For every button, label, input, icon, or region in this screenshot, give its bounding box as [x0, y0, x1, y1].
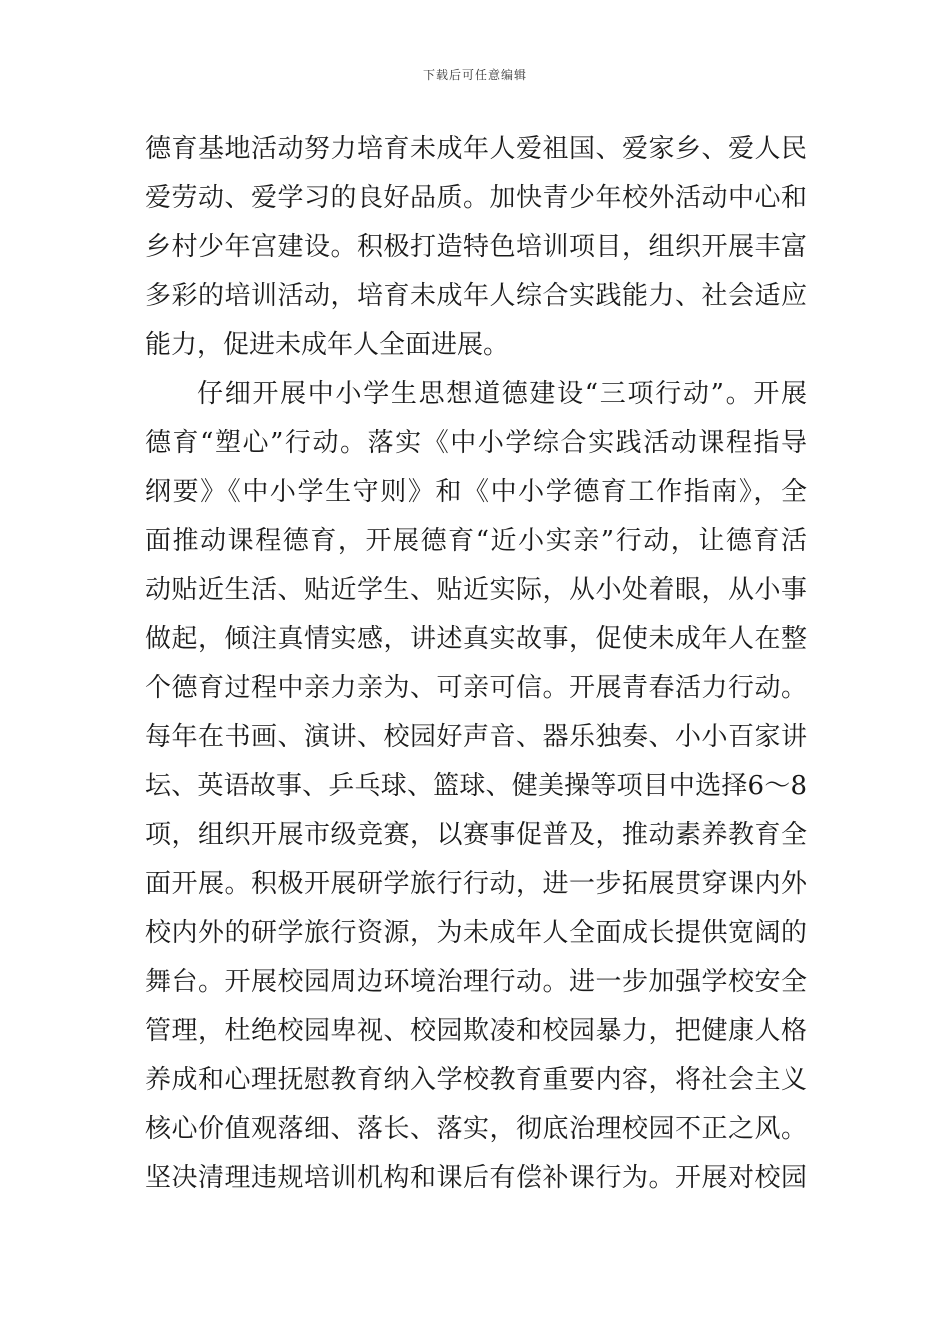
paragraph-2-line-17: 坚决清理违规培训机构和课后有偿补课行为。开展对校园 — [145, 1163, 807, 1193]
paragraph-2-line-4: 面推动课程德育，开展德育“近小实亲”行动，让德育活 — [145, 526, 807, 556]
paragraph-2-line-7: 个德育过程中亲力亲为、可亲可信。开展青春活力行动。 — [145, 673, 807, 703]
paragraph-1-line-3: 乡村少年宫建设。积极打造特色培训项目，组织开展丰富 — [145, 232, 807, 262]
paragraph-2-line-14: 管理，杜绝校园卑视、校园欺凌和校园暴力，把健康人格 — [145, 1016, 807, 1046]
paragraph-2-line-13: 舞台。开展校园周边环境治理行动。进一步加强学校安全 — [145, 967, 807, 997]
paragraph-1-line-2: 爱劳动、爱学习的良好品质。加快青少年校外活动中心和 — [145, 183, 807, 213]
paragraph-2-line-10: 项，组织开展市级竞赛，以赛事促普及，推动素养教育全 — [145, 820, 807, 850]
paragraph-1-line-5: 能力，促进未成年人全面进展。 — [145, 330, 510, 360]
paragraph-2-line-5: 动贴近生活、贴近学生、贴近实际，从小处着眼，从小事 — [145, 575, 807, 605]
paragraph-2-line-9: 坛、英语故事、乒乓球、篮球、健美操等项目中选择6～8 — [145, 771, 807, 801]
header-note: 下载后可任意编辑 — [422, 68, 527, 82]
paragraph-2-line-6: 做起，倾注真情实感，讲述真实故事，促使未成年人在整 — [145, 624, 807, 654]
paragraph-2-line-16: 核心价值观落细、落长、落实，彻底治理校园不正之风。 — [145, 1114, 807, 1144]
paragraph-2-line-3: 纲要》《中小学生守则》和《中小学德育工作指南》，全 — [145, 477, 807, 507]
document-body — [145, 125, 807, 1203]
paragraph-2-line-1: 仔细开展中小学生思想道德建设“三项行动”。开展 — [197, 379, 807, 409]
paragraph-1-line-1: 德育基地活动努力培育未成年人爱祖国、爱家乡、爱人民 — [145, 134, 807, 164]
paragraph-2-line-2: 德育“塑心”行动。落实《中小学综合实践活动课程指导 — [145, 428, 807, 458]
paragraph-1-line-4: 多彩的培训活动，培育未成年人综合实践能力、社会适应 — [145, 281, 807, 311]
paragraph-2-line-11: 面开展。积极开展研学旅行行动，进一步拓展贯穿课内外 — [145, 869, 807, 899]
paragraph-2-line-8: 每年在书画、演讲、校园好声音、器乐独奏、小小百家讲 — [145, 722, 807, 752]
paragraph-2-line-12: 校内外的研学旅行资源，为未成年人全面成长提供宽阔的 — [145, 918, 807, 948]
paragraph-2-line-15: 养成和心理抚慰教育纳入学校教育重要内容，将社会主义 — [145, 1065, 807, 1095]
